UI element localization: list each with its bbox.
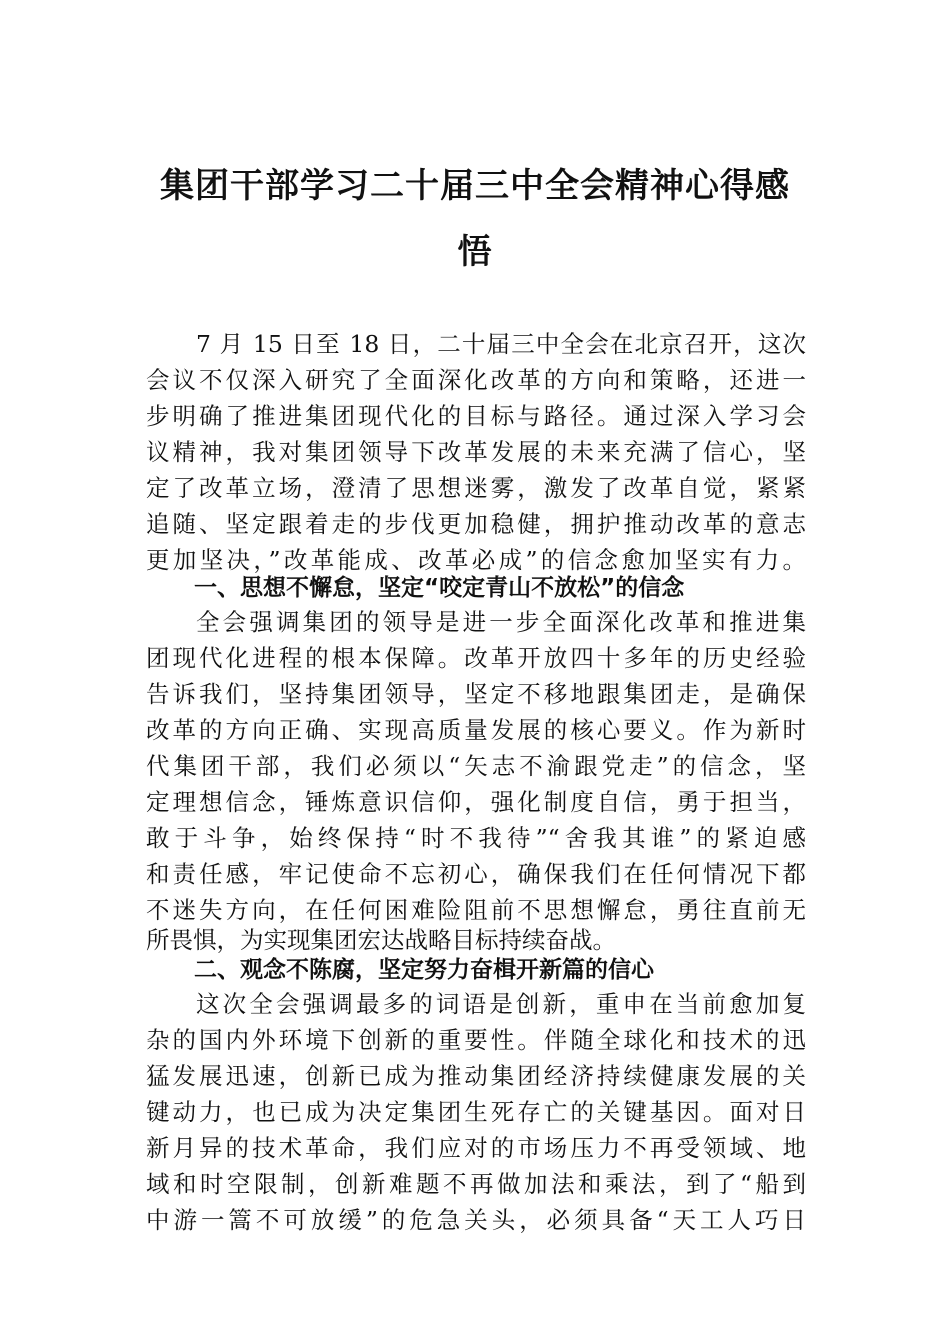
para1-line: 追随、坚定跟着走的步伐更加稳健，拥护推动改革的意志: [146, 510, 806, 538]
para3-line: 杂的国内外环境下创新的重要性。伴随全球化和技术的迅: [146, 1026, 806, 1054]
para1-line: 会议不仅深入研究了全面深化改革的方向和策略，还进一: [146, 366, 806, 394]
para3-line: 中游一篙不可放缓”的危急关头，必须具备“天工人巧日: [146, 1206, 806, 1234]
para3-line: 域和时空限制，创新难题不再做加法和乘法，到了“船到: [146, 1170, 806, 1198]
para2-line: 代集团干部，我们必须以“矢志不渝跟党走”的信念，坚: [146, 752, 806, 780]
para3-line: 新月异的技术革命，我们应对的市场压力不再受领域、地: [146, 1134, 806, 1162]
document-title-line2: 悟: [457, 232, 493, 272]
para2-line: 团现代化进程的根本保障。改革开放四十多年的历史经验: [146, 644, 806, 672]
para2-line: 定理想信念，锤炼意识信仰，强化制度自信，勇于担当，: [146, 788, 806, 816]
section-heading-2: 二、观念不陈腐，坚定努力奋楫开新篇的信心: [194, 957, 654, 983]
para2-line: 所畏惧，为实现集团宏达战略目标持续奋战。: [146, 926, 616, 954]
para2-line: 改革的方向正确、实现高质量发展的核心要义。作为新时: [146, 716, 806, 744]
para1-line: 步明确了推进集团现代化的目标与路径。通过深入学习会: [146, 402, 806, 430]
para3-line: 猛发展迅速，创新已成为推动集团经济持续健康发展的关: [146, 1062, 806, 1090]
para2-line: 全会强调集团的领导是进一步全面深化改革和推进集: [196, 608, 806, 636]
para1-line: 7 月 15 日至 18 日，二十届三中全会在北京召开，这次: [196, 330, 806, 358]
para2-line: 告诉我们，坚持集团领导，坚定不移地跟集团走，是确保: [146, 680, 806, 708]
para1-line: 定了改革立场，澄清了思想迷雾，激发了改革自觉，紧紧: [146, 474, 806, 502]
document-title-line1: 集团干部学习二十届三中全会精神心得感: [160, 166, 790, 206]
para2-line: 和责任感，牢记使命不忘初心，确保我们在任何情况下都: [146, 860, 806, 888]
para2-line: 不迷失方向，在任何困难险阻前不思想懈怠，勇往直前无: [146, 896, 806, 924]
para1-line: 议精神，我对集团领导下改革发展的未来充满了信心，坚: [146, 438, 806, 466]
para3-line: 键动力，也已成为决定集团生死存亡的关键基因。面对日: [146, 1098, 806, 1126]
para1-line: 更加坚决，”改革能成、改革必成”的信念愈加坚实有力。: [146, 546, 806, 574]
section-heading-1: 一、思想不懈怠，坚定“咬定青山不放松”的信念: [194, 575, 685, 601]
para2-line: 敢于斗争，始终保持“时不我待”“舍我其谁”的紧迫感: [146, 824, 806, 852]
para3-line: 这次全会强调最多的词语是创新，重申在当前愈加复: [196, 990, 806, 1018]
